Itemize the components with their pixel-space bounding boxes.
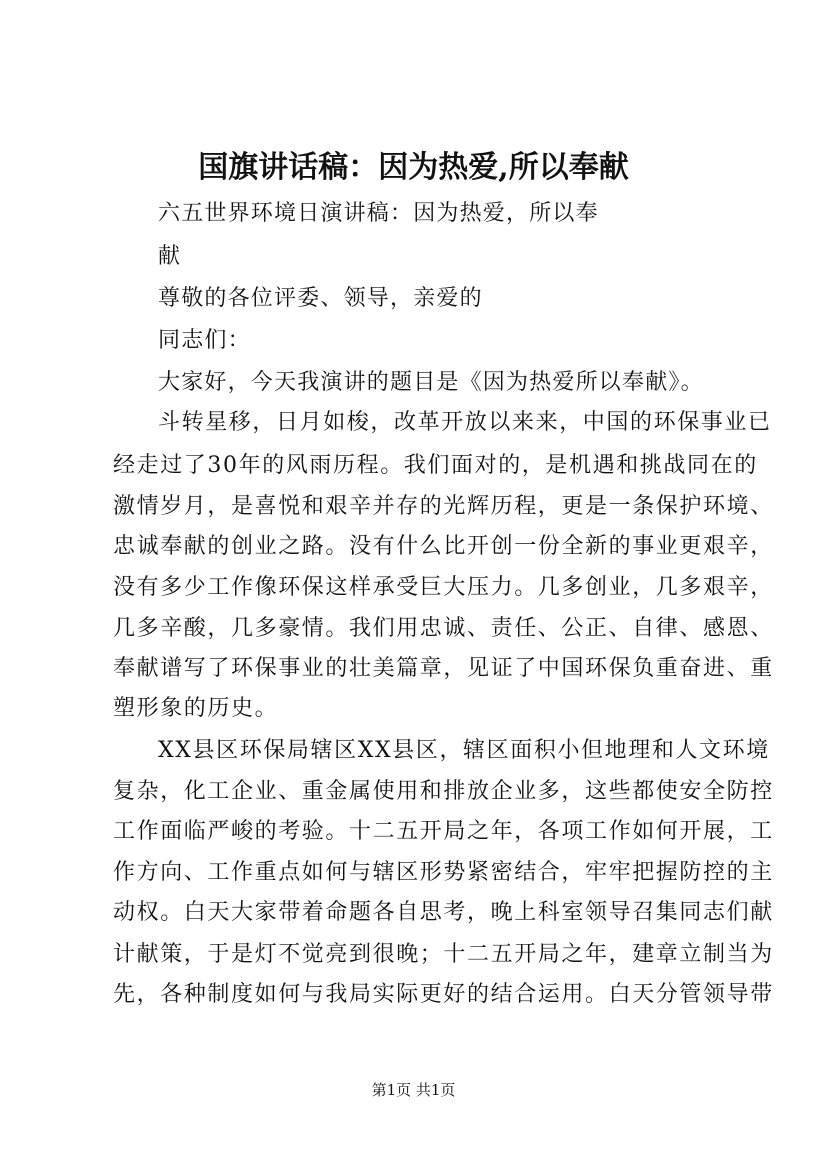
paragraph-line: 塑形象的历史。 [113, 696, 279, 721]
paragraph-line: 动权。白天大家带着命题各自思考，晚上科室领导召集同志们献 [113, 900, 774, 925]
paragraph-line: 工作面临严峻的考验。十二五开局之年，各项工作如何开展，工 [113, 819, 774, 844]
salutation-line: 尊敬的各位评委、领导，亲爱的 [158, 286, 483, 311]
paragraph-line: 忠诚奉献的创业之路。没有什么比开创一份全新的事业更艰辛， [113, 534, 774, 559]
paragraph-line: 斗转星移，日月如梭，改革开放以来来，中国的环保事业已 [158, 410, 772, 435]
greeting-line: 大家好，今天我演讲的题目是《因为热爱所以奉献》。 [158, 370, 704, 395]
paragraph-line: 先，各种制度如何与我局实际更好的结合运用。白天分管领导带 [113, 982, 774, 1007]
page-number-footer: 第1页 共1页 [371, 1081, 456, 1099]
paragraph-line: 计献策，于是灯不觉亮到很晚；十二五开局之年，建章立制当为 [113, 942, 774, 967]
paragraph-line: 激情岁月，是喜悦和艰辛并存的光辉历程，更是一条保护环境、 [113, 494, 774, 519]
paragraph-line: 没有多少工作像环保这样承受巨大压力。几多创业，几多艰辛， [113, 575, 774, 600]
document-title: 国旗讲话稿：因为热爱,所以奉献 [198, 150, 629, 185]
paragraph-line: 经走过了30年的风雨历程。我们面对的，是机遇和挑战同在的 [113, 453, 758, 478]
paragraph-line: XX县区环保局辖区XX县区，辖区面积小但地理和人文环境 [158, 738, 770, 763]
paragraph-line: 作方向、工作重点如何与辖区形势紧密结合，牢牢把握防控的主 [113, 860, 774, 885]
paragraph-line: 复杂，化工企业、重金属使用和排放企业多，这些都使安全防控 [113, 779, 774, 804]
paragraph-line: 奉献谱写了环保事业的壮美篇章，见证了中国环保负重奋进、重 [113, 656, 774, 681]
subtitle-line: 献 [158, 244, 182, 269]
subtitle-line: 六五世界环境日演讲稿：因为热爱，所以奉 [158, 201, 599, 226]
paragraph-line: 几多辛酸，几多豪情。我们用忠诚、责任、公正、自律、感恩、 [113, 616, 774, 641]
salutation-line: 同志们： [158, 328, 251, 353]
